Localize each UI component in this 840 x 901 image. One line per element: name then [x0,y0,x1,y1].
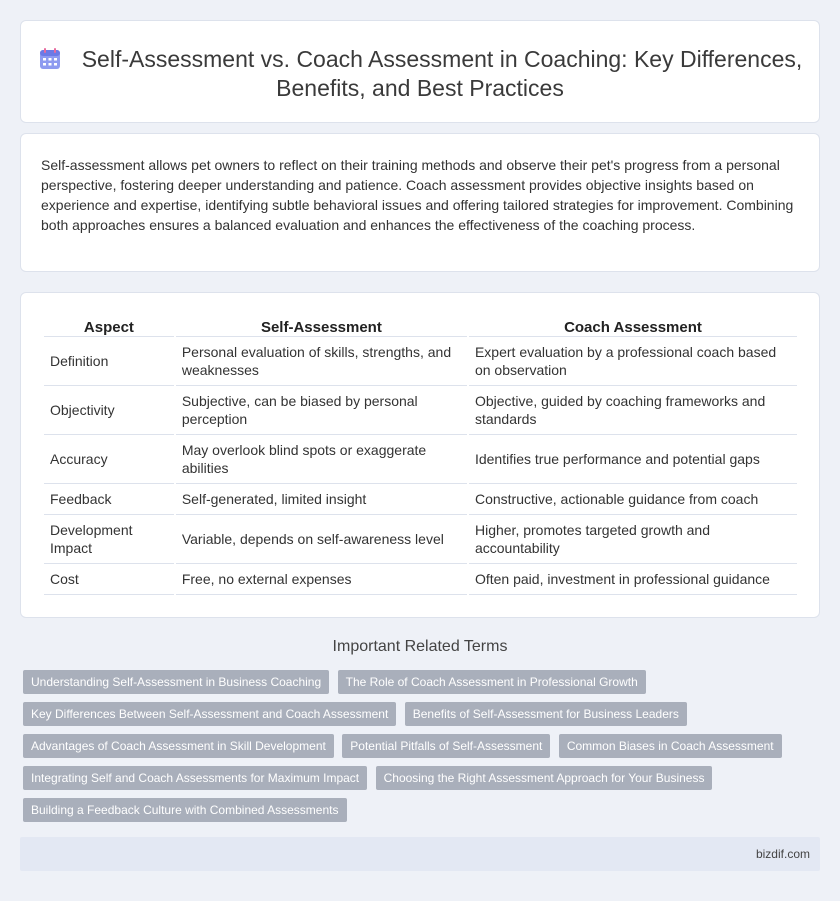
comparison-table-card [20,292,820,618]
comparison-table [42,316,799,595]
related-term-tag[interactable]: Benefits of Self-Assessment for Business Leaders [405,702,687,726]
row-aspect: Definition [44,337,174,386]
related-term-tag[interactable]: Potential Pitfalls of Self-Assessment [342,734,550,758]
row-coach: Higher, promotes targeted growth and accountability [469,515,797,564]
related-term-tag[interactable]: Understanding Self-Assessment in Business Coaching [23,670,329,694]
header-self-assessment: Self-Assessment [176,316,467,337]
calendar-icon [38,47,62,71]
row-aspect: Objectivity [44,386,174,435]
row-aspect: Cost [44,564,174,595]
row-self: Self-generated, limited insight [176,484,467,515]
row-coach: Objective, guided by coaching frameworks and standards [469,386,797,435]
row-self: Variable, depends on self-awareness level [176,515,467,564]
table-row [44,484,797,515]
row-self: Subjective, can be biased by personal perception [176,386,467,435]
related-term-tag[interactable]: Advantages of Coach Assessment in Skill Development [23,734,334,758]
table-row [44,564,797,595]
page-title-wrap [21,45,819,103]
table-row [44,337,797,386]
row-aspect: Development Impact [44,515,174,564]
intro-card [20,133,820,272]
row-aspect: Accuracy [44,435,174,484]
related-term-tag[interactable]: Common Biases in Coach Assessment [559,734,782,758]
header-coach-assessment: Coach Assessment [469,316,797,337]
related-term-tag[interactable]: Building a Feedback Culture with Combined Assessments [23,798,347,822]
row-self: May overlook blind spots or exaggerate abilities [176,435,467,484]
table-row [44,386,797,435]
row-self: Personal evaluation of skills, strengths, and weaknesses [176,337,467,386]
row-self: Free, no external expenses [176,564,467,595]
related-term-tag[interactable]: Choosing the Right Assessment Approach for Your Business [376,766,713,790]
related-terms-title: Important Related Terms [332,638,508,655]
related-term-tag[interactable]: The Role of Coach Assessment in Professional Growth [338,670,646,694]
footer [20,837,820,871]
row-coach: Often paid, investment in professional guidance [469,564,797,595]
table-header-row [44,316,797,337]
related-term-tag[interactable]: Key Differences Between Self-Assessment and Coach Assessment [23,702,396,726]
page-title: Self-Assessment vs. Coach Assessment in Coaching: Key Differences, Benefits, and Best Practices [81,46,803,101]
table-row [44,515,797,564]
footer-site-name[interactable]: bizdif.com [755,847,810,861]
table-row [44,435,797,484]
intro-paragraph: Self-assessment allows pet owners to reflect on their training methods and observe their pet's progress from a personal perspective, fostering deeper understanding and patience. Coach assessment provides objective insights based on experience and expertise, identifying subtle behavioral issues and offering tailored strategies for improvement. Combining both approaches ensures a balanced evaluation and enhances the effectiveness of the coaching process. [41,157,794,233]
row-aspect: Feedback [44,484,174,515]
row-coach: Expert evaluation by a professional coach based on observation [469,337,797,386]
related-terms-list [23,670,813,830]
row-coach: Identifies true performance and potential gaps [469,435,797,484]
related-term-tag[interactable]: Integrating Self and Coach Assessments for Maximum Impact [23,766,367,790]
header-aspect: Aspect [44,316,174,337]
header-card [20,20,820,123]
row-coach: Constructive, actionable guidance from coach [469,484,797,515]
